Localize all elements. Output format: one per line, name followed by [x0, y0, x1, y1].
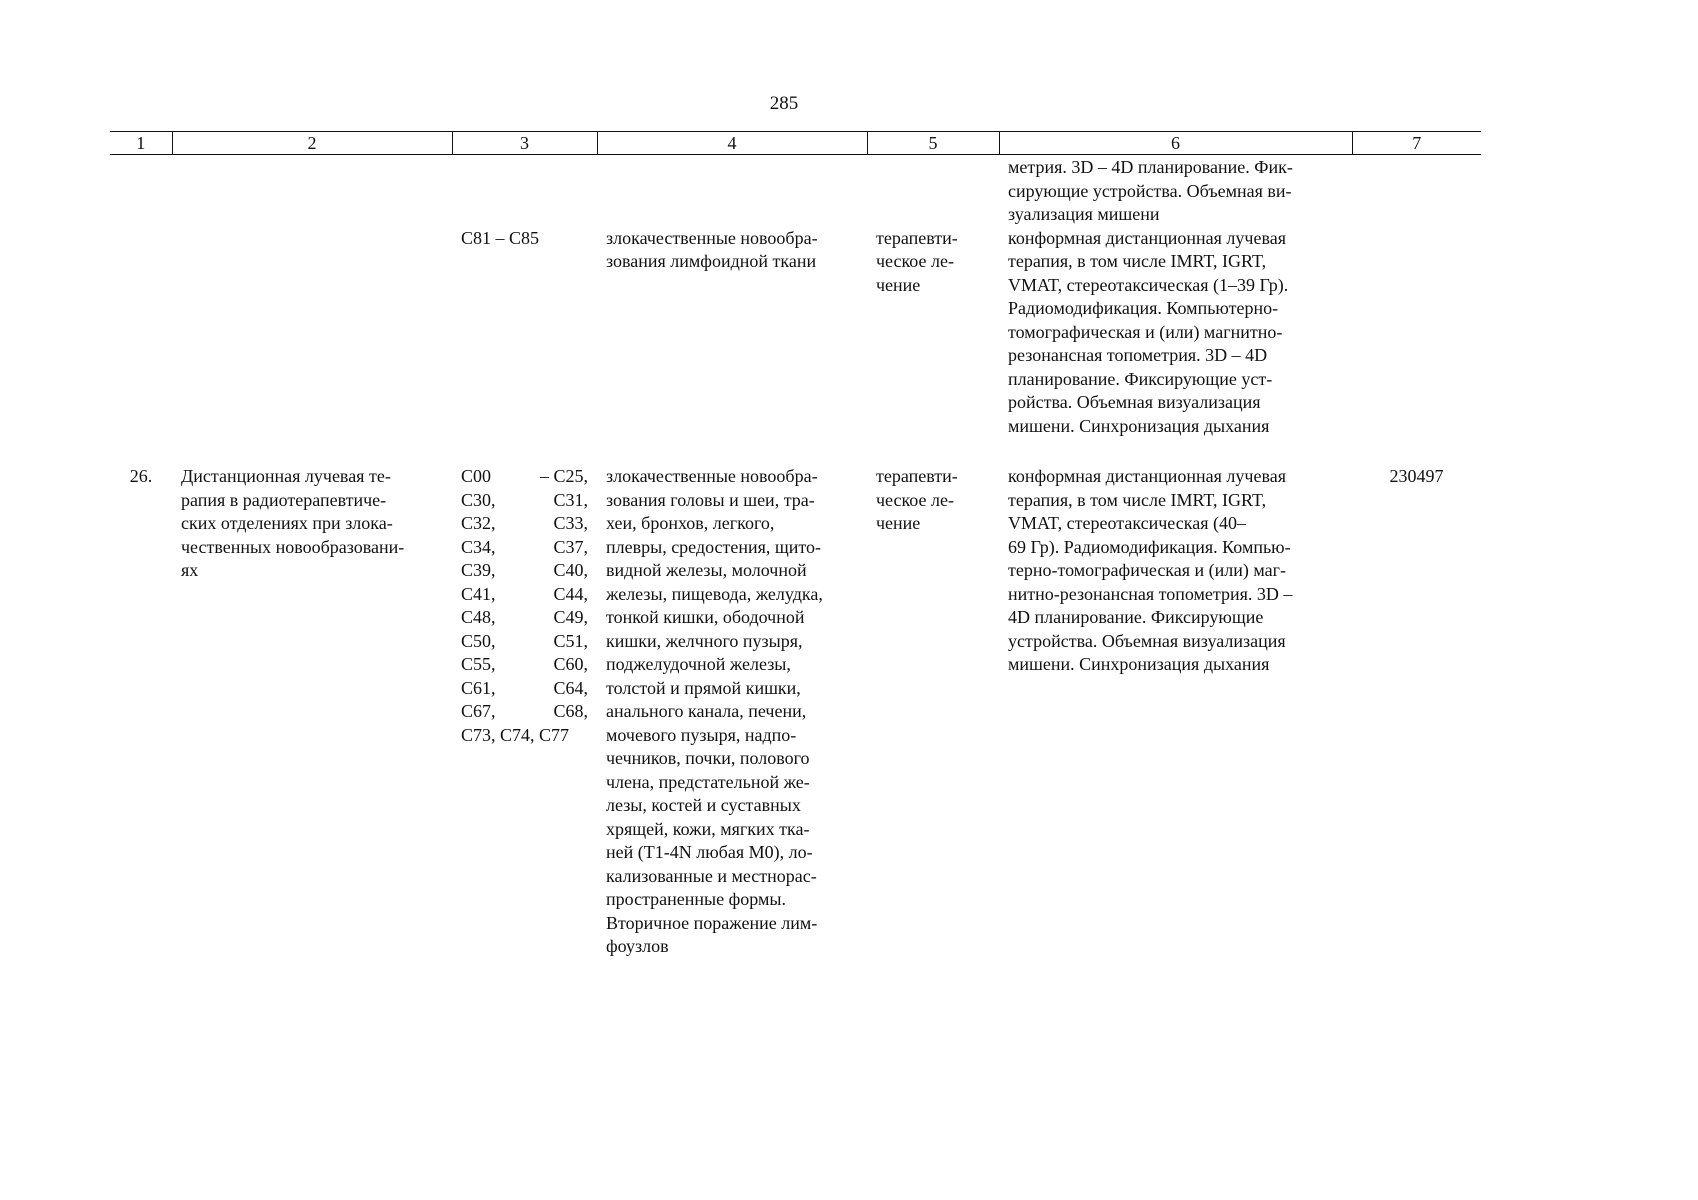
treatment-line: чение: [876, 274, 921, 295]
description-line: злокачественные новообра-: [606, 466, 818, 486]
service-name-line: чественных новообразовани-: [181, 536, 405, 557]
treatment-line: терапевти-: [876, 227, 958, 248]
code-item: C00: [461, 466, 492, 486]
table-row-continuation: [110, 155, 1481, 227]
method-line: сирующие устройства. Объемная ви-: [1008, 180, 1292, 201]
method-line: VMAT, стереотаксическая (40–: [1008, 513, 1246, 533]
column-header-7: 7: [1352, 132, 1481, 155]
description-line: пространенные формы.: [606, 889, 786, 909]
description-line: тонкой кишки, ободочной: [606, 607, 805, 627]
column-header-2: 2: [172, 132, 452, 155]
code-item: C34,: [461, 536, 496, 557]
code-item: C68,: [553, 701, 588, 721]
method-line: терапия, в том числе IMRT, IGRT,: [1008, 251, 1267, 271]
code-item-last: C73, C74, C77: [461, 724, 570, 745]
method-line: Радиомодификация. Компьютерно-: [1008, 298, 1279, 318]
method-line: 4D планирование. Фиксирующие: [1008, 607, 1264, 627]
method-continuation-cell: [999, 155, 1352, 227]
table-header-row: [110, 132, 1481, 155]
description-cell: [597, 438, 867, 959]
column-header-1: 1: [110, 132, 172, 155]
description-line: члена, предстательной же-: [606, 771, 810, 792]
price-cell: 230497: [1389, 466, 1444, 486]
description-cell: [597, 227, 867, 439]
treatment-line: ческое ле-: [876, 489, 954, 510]
diagnosis-codes-cell: C81 – C85: [461, 227, 540, 248]
description-line: зования лимфоидной ткани: [606, 251, 817, 271]
table-row-26: [110, 438, 1481, 959]
method-line: конформная дистанционная лучевая: [1008, 227, 1286, 248]
diagnosis-codes-cell: [452, 438, 597, 959]
description-line: хеи, бронхов, легкого,: [606, 513, 775, 533]
code-item: C32,: [461, 513, 496, 533]
description-line: поджелудочной железы,: [606, 654, 791, 674]
codes-list: [461, 465, 588, 747]
method-line: зуализация мишени: [1008, 204, 1160, 224]
method-line: мишени. Синхронизация дыхания: [1008, 654, 1270, 674]
description-line: хрящей, кожи, мягких тка-: [606, 818, 810, 839]
code-item: C31,: [553, 489, 588, 510]
method-line: метрия. 3D – 4D планирование. Фик-: [1008, 157, 1293, 177]
code-item: C64,: [553, 677, 588, 698]
treatment-line: ческое ле-: [876, 251, 954, 271]
method-line: терапия, в том числе IMRT, IGRT,: [1008, 489, 1267, 510]
code-item: C49,: [553, 607, 588, 627]
page-number: 285: [769, 93, 799, 114]
treatment-type-cell: [867, 438, 999, 959]
description-line: толстой и прямой кишки,: [606, 677, 801, 698]
code-item: C33,: [553, 513, 588, 533]
method-line: 69 Гр). Радиомодификация. Компью-: [1008, 536, 1291, 557]
treatment-line: терапевти-: [876, 466, 958, 486]
method-line: ройства. Объемная визуализация: [1008, 392, 1261, 412]
description-line: видной железы, молочной: [606, 560, 807, 580]
method-line: томографическая и (или) магнитно-: [1008, 321, 1283, 342]
description-line: злокачественные новообра-: [606, 227, 818, 248]
code-item: C40,: [553, 560, 588, 580]
method-line: мишени. Синхронизация дыхания: [1008, 415, 1270, 436]
code-item: C41,: [461, 583, 496, 604]
method-line: нитно-резонансная топометрия. 3D –: [1008, 583, 1293, 604]
code-item: C39,: [461, 560, 496, 580]
code-item: C37,: [553, 536, 588, 557]
treatment-type-cell: [867, 227, 999, 439]
row-number-cell: 26.: [129, 466, 153, 486]
code-item: – C25,: [539, 466, 588, 486]
method-line: резонансная топометрия. 3D – 4D: [1008, 345, 1268, 365]
method-line: устройства. Объемная визуализация: [1008, 630, 1286, 651]
service-name-cell: [172, 438, 452, 959]
code-item: C67,: [461, 701, 496, 721]
description-line: зования головы и шеи, тра-: [606, 489, 815, 510]
method-line: терно-томографическая и (или) маг-: [1008, 560, 1287, 580]
description-line: чечников, почки, полового: [606, 748, 810, 768]
description-line: железы, пищевода, желудка,: [606, 583, 823, 604]
description-line: мочевого пузыря, надпо-: [606, 724, 797, 745]
code-item: C51,: [553, 630, 588, 651]
medical-services-table: [110, 131, 1481, 959]
method-line: VMAT, стереотаксическая (1–39 Гр).: [1008, 274, 1289, 295]
treatment-line: чение: [876, 513, 921, 533]
method-cell: [999, 438, 1352, 959]
column-header-4: 4: [597, 132, 867, 155]
description-line: Вторичное поражение лим-: [606, 912, 818, 933]
method-line: конформная дистанционная лучевая: [1008, 466, 1286, 486]
description-line: анального канала, печени,: [606, 701, 807, 721]
description-line: кализованные и местнорас-: [606, 865, 817, 886]
column-header-5: 5: [867, 132, 999, 155]
description-line: плевры, средостения, щито-: [606, 536, 822, 557]
code-item: C55,: [461, 654, 496, 674]
column-header-3: 3: [452, 132, 597, 155]
column-header-6: 6: [999, 132, 1352, 155]
code-item: C60,: [553, 654, 588, 674]
table-row-c81-c85: [110, 227, 1481, 439]
service-name-line: ских отделениях при злока-: [181, 513, 393, 533]
code-item: C44,: [553, 583, 588, 604]
code-item: C61,: [461, 677, 496, 698]
description-line: лезы, костей и суставных: [606, 795, 801, 815]
code-item: C30,: [461, 489, 496, 510]
description-line: фоузлов: [606, 936, 669, 956]
service-name-line: рапия в радиотерапевтиче-: [181, 489, 387, 510]
code-item: C48,: [461, 607, 496, 627]
code-item: C50,: [461, 630, 496, 651]
description-line: кишки, желчного пузыря,: [606, 630, 803, 651]
method-line: планирование. Фиксирующие уст-: [1008, 368, 1273, 389]
service-name-line: Дистанционная лучевая те-: [181, 466, 391, 486]
method-cell: [999, 227, 1352, 439]
service-name-line: ях: [181, 560, 199, 580]
description-line: ней (T1-4N любая M0), ло-: [606, 842, 813, 862]
